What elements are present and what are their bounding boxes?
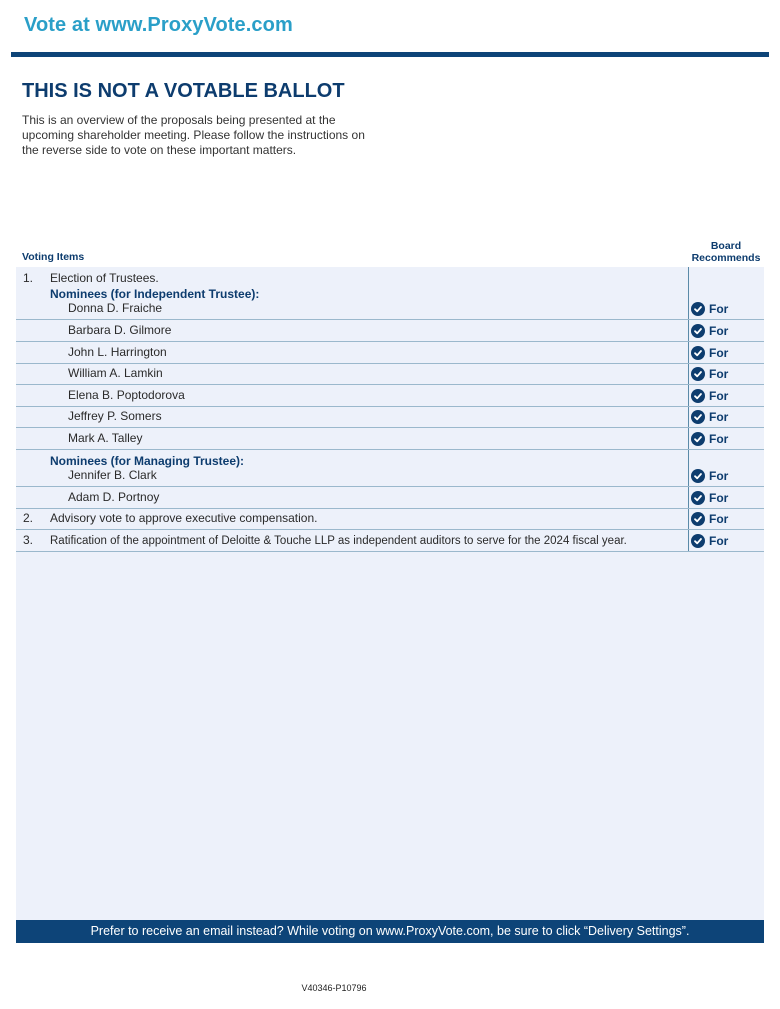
intro-line: upcoming shareholder meeting. Please follow the instructions on [22,128,365,142]
table-row [16,428,764,450]
board-recommendation: For [691,346,728,360]
check-circle-icon [691,432,705,446]
board-recommendation: For [691,324,728,338]
board-header-line: Board [710,240,742,252]
check-circle-icon [691,534,705,548]
intro-line: the reverse side to vote on these important matters. [22,143,297,157]
check-circle-icon [691,346,705,360]
board-recommendation: For [691,302,728,316]
table-row [16,407,764,428]
check-circle-icon [691,302,705,316]
board-recommends-header [686,240,766,264]
item-number: 2. [23,511,34,525]
board-recommendation: For [691,410,728,424]
board-recommendation: For [691,491,728,505]
nominee-name: Mark A. Talley [68,431,143,445]
table-row [16,487,764,509]
table-row [16,509,764,530]
item-text: Election of Trustees. [50,271,159,285]
table-row [16,364,764,385]
nominee-name: John L. Harrington [68,345,167,359]
check-circle-icon [691,410,705,424]
intro-text [22,113,402,158]
table-row [16,385,764,407]
nominee-name: Barbara D. Gilmore [68,323,172,337]
check-circle-icon [691,367,705,381]
item-text: Ratification of the appointment of Deloitte & Touche LLP as independent auditors to serve for the 2024 fiscal year. [50,535,627,547]
item-number: 3. [23,533,34,547]
delivery-settings-banner: Prefer to receive an email instead? While voting on www.ProxyVote.com, be sure to click “Delivery Settings”. [16,920,764,943]
board-recommendation: For [691,512,728,526]
proxyvote-link[interactable]: Vote at www.ProxyVote.com [24,14,293,36]
voting-items-table [16,267,764,552]
table-row [16,530,764,552]
table-row [16,320,764,342]
board-recommendation: For [691,389,728,403]
managing-nominees-heading: Nominees (for Managing Trustee): [50,454,245,468]
nominee-name: Elena B. Poptodorova [68,388,185,402]
board-recommendation: For [691,534,728,548]
page-title: THIS IS NOT A VOTABLE BALLOT [22,80,345,102]
check-circle-icon [691,512,705,526]
table-row [16,267,764,320]
intro-line: This is an overview of the proposals being presented at the [22,113,336,127]
board-recommendation: For [691,469,728,483]
table-row [16,450,764,487]
nominee-name: Donna D. Fraiche [68,301,163,315]
board-header-line: Recommends [691,252,761,264]
board-recommendation: For [691,432,728,446]
nominee-name: William A. Lamkin [68,366,163,380]
check-circle-icon [691,491,705,505]
nominee-name: Adam D. Portnoy [68,490,160,504]
board-recommendation: For [691,367,728,381]
table-row [16,342,764,364]
check-circle-icon [691,389,705,403]
check-circle-icon [691,469,705,483]
item-number: 1. [23,271,34,285]
voting-items-header: Voting Items [22,251,85,263]
nominee-name: Jennifer B. Clark [68,468,157,482]
nominee-name: Jeffrey P. Somers [68,409,162,423]
check-circle-icon [691,324,705,338]
document-code: V40346-P10796 [301,983,367,993]
independent-nominees-heading: Nominees (for Independent Trustee): [50,287,260,301]
item-text: Advisory vote to approve executive compensation. [50,511,318,525]
top-divider-bar [11,52,769,57]
